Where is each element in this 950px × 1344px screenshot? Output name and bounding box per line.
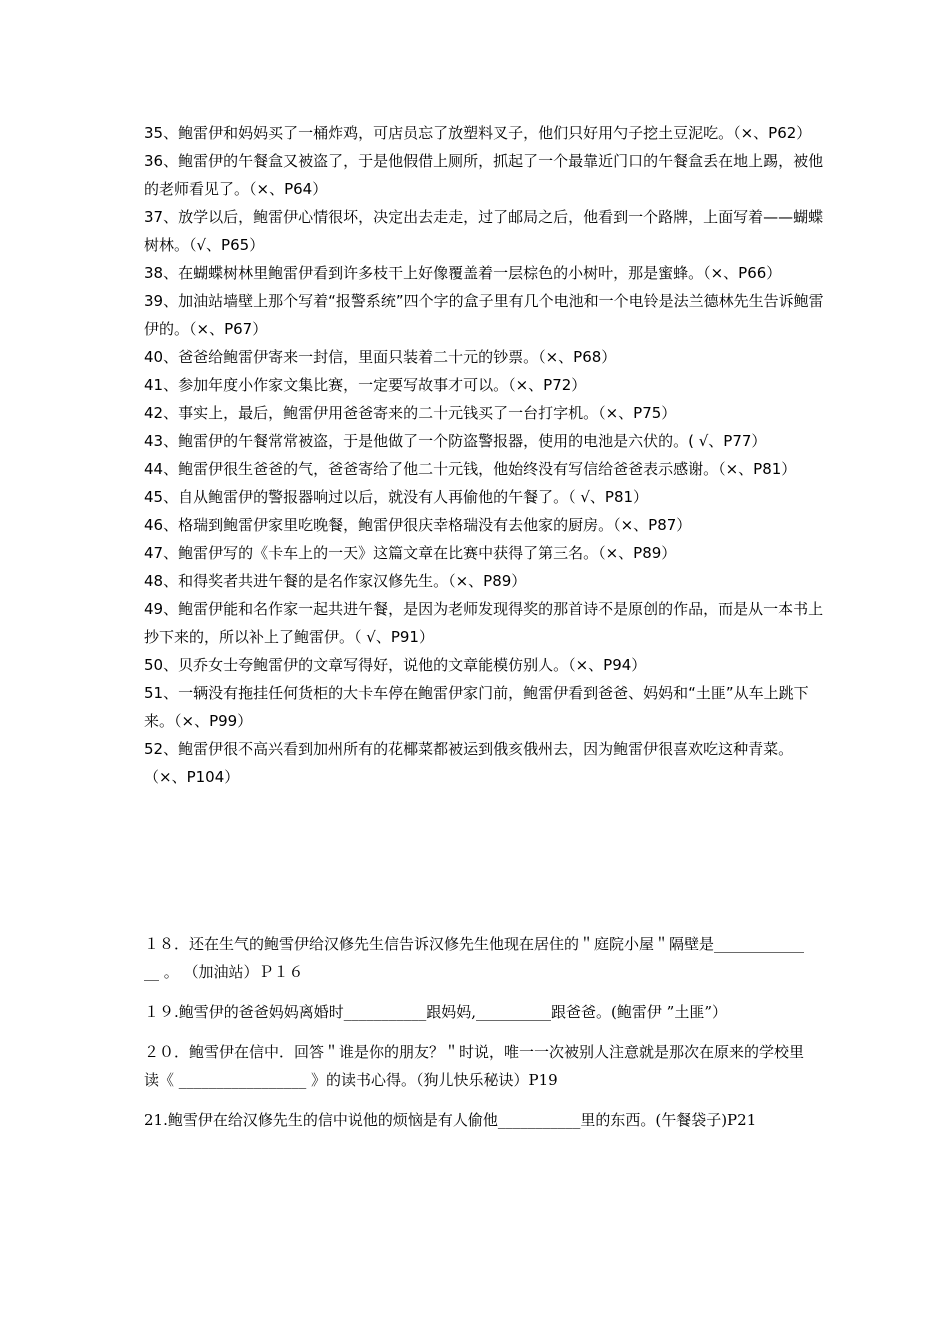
list-item: 43、鲍雷伊的午餐常常被盗，于是他做了一个防盗警报器，使用的电池是六伏的。( √、P77） — [144, 432, 767, 450]
list-item: 41、参加年度小作家文集比赛，一定要写故事才可以。（×、P72） — [144, 376, 587, 394]
list-item: 35、鲍雷伊和妈妈买了一桶炸鸡，可店员忘了放塑料叉子，他们只好用勺子挖土豆泥吃。（×、P62） — [144, 124, 812, 142]
list-item: 52、鲍雷伊很不高兴看到加州所有的花椰菜都被运到俄亥俄州去，因为鲍雷伊很喜欢吃这种青菜。（×、P104） — [144, 740, 794, 786]
list-item: 40、爸爸给鲍雷伊寄来一封信，里面只装着二十元的钞票。（×、P68） — [144, 348, 617, 366]
list-item: 42、事实上，最后，鲍雷伊用爸爸寄来的二十元钱买了一台打字机。（×、P75） — [144, 404, 677, 422]
list-item: 46、格瑞到鲍雷伊家里吃晚餐，鲍雷伊很庆幸格瑞没有去他家的厨房。（×、P87） — [144, 516, 692, 534]
fill-blank-question: ２０．鲍雪伊在信中．回答＂谁是你的朋友？＂时说，唯一一次被别人注意就是那次在原来的学校里读《 _________________ 》的读书心得。（狗儿快乐秘诀）P19 — [144, 1043, 805, 1089]
list-item: 48、和得奖者共进午餐的是名作家汉修先生。（×、P89） — [144, 572, 527, 590]
fill-blank-list — [144, 930, 804, 1146]
true-false-list — [144, 119, 824, 791]
list-item: 44、鲍雷伊很生爸爸的气，爸爸寄给了他二十元钱，他始终没有写信给爸爸表示感谢。（×、P81） — [144, 460, 797, 478]
list-item: 51、一辆没有拖挂任何货柜的大卡车停在鲍雷伊家门前，鲍雷伊看到爸爸、妈妈和“土匪”从车上跳下来。（×、P99） — [144, 684, 809, 730]
list-item: 45、自从鲍雷伊的警报器响过以后，就没有人再偷他的午餐了。（ √、P81） — [144, 488, 649, 506]
list-item: 39、加油站墙壁上那个写着“报警系统”四个字的盒子里有几个电池和一个电铃是法兰德林先生告诉鲍雷伊的。（×、P67） — [144, 292, 824, 338]
list-item: 50、贝乔女士夸鲍雷伊的文章写得好，说他的文章能模仿别人。（×、P94） — [144, 656, 647, 674]
fill-blank-question: 21.鲍雪伊在给汉修先生的信中说他的烦恼是有人偷他___________里的东西。(午餐袋子)P21 — [144, 1111, 757, 1129]
fill-blank-question: １８．还在生气的鲍雪伊给汉修先生信告诉汉修先生他现在居住的＂庭院小屋＂隔壁是______________ 。 （加油站）Ｐ１６ — [144, 935, 805, 981]
fill-blank-question: １９.鲍雪伊的爸爸妈妈离婚时___________跟妈妈,__________跟爸爸。(鲍雷伊 ”土匪”） — [144, 1003, 727, 1021]
list-item: 38、在蝴蝶树林里鲍雷伊看到许多枝干上好像覆盖着一层棕色的小树叶，那是蜜蜂。（×、P66） — [144, 264, 782, 282]
list-item: 47、鲍雷伊写的《卡车上的一天》这篇文章在比赛中获得了第三名。（×、P89） — [144, 544, 677, 562]
list-item: 49、鲍雷伊能和名作家一起共进午餐，是因为老师发现得奖的那首诗不是原创的作品，而是从一本书上抄下来的，所以补上了鲍雷伊。（ √、P91） — [144, 600, 824, 646]
list-item: 36、鲍雷伊的午餐盒又被盗了，于是他假借上厕所，抓起了一个最靠近门口的午餐盒丢在地上踢，被他的老师看见了。（×、P64） — [144, 152, 824, 198]
list-item: 37、放学以后，鲍雷伊心情很坏，决定出去走走，过了邮局之后，他看到一个路牌，上面写着——蝴蝶树林。（√、P65） — [144, 208, 824, 254]
